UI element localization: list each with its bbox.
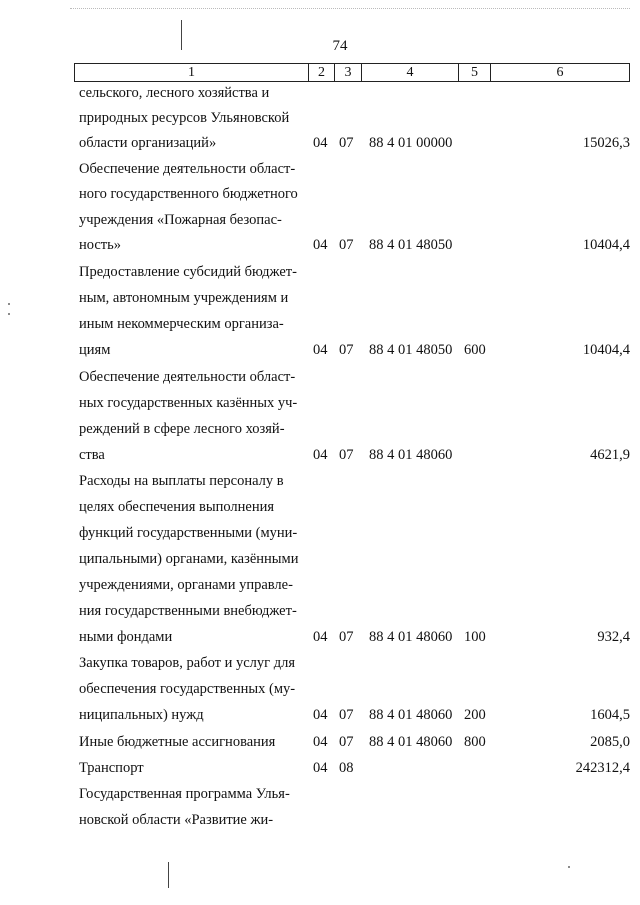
cell-expense-type: 100: [464, 629, 486, 645]
cell-amount: 15026,3: [582, 135, 630, 151]
text-line: Закупка товаров, работ и услуг для: [79, 655, 296, 671]
table-header: [74, 63, 630, 82]
text-line: Транспорт: [79, 760, 144, 776]
cell-target-article: 88 4 01 48060: [369, 707, 453, 723]
header-col-5: 5: [459, 64, 491, 81]
header-col-6: 6: [556, 65, 564, 80]
text-line: Обеспечение деятельности област-: [79, 369, 296, 385]
cell-target-article: 88 4 01 48060: [369, 629, 453, 645]
text-line: Обеспечение деятельности област-: [79, 161, 296, 177]
header-col-2: 2: [309, 64, 335, 81]
cell-subsection: 07: [339, 707, 354, 723]
text-line: ния государственными внебюджет-: [79, 603, 297, 619]
header-col-1: 1: [75, 64, 309, 81]
cell-amount: 932,4: [597, 629, 630, 645]
cell-subsection: 08: [339, 760, 354, 776]
header-col-4: 4: [362, 64, 459, 81]
cell-expense-type: 800: [464, 734, 486, 750]
scan-mark: [181, 20, 182, 50]
text-line: новской области «Развитие жи-: [79, 812, 274, 828]
text-line: целях обеспечения выполнения: [79, 499, 275, 515]
cell-target-article: 88 4 01 48060: [369, 447, 453, 463]
cell-amount: 2085,0: [590, 734, 630, 750]
text-line: реждений в сфере лесного хозяй-: [79, 421, 285, 437]
scan-dot: [8, 303, 10, 305]
scan-dot: [8, 313, 10, 315]
cell-subsection: 07: [339, 237, 354, 253]
cell-expense-type: 200: [464, 707, 486, 723]
cell-section: 04: [313, 707, 328, 723]
text-line: иным некоммерческим организа-: [79, 316, 284, 332]
text-line: ства: [79, 447, 105, 463]
cell-target-article: 88 4 01 48050: [369, 342, 453, 358]
cell-section: 04: [313, 760, 328, 776]
text-line: ципальными) органами, казёнными: [79, 551, 299, 567]
text-line: учреждениями, органами управле-: [79, 577, 293, 593]
cell-subsection: 07: [339, 342, 354, 358]
cell-subsection: 07: [339, 734, 354, 750]
text-line: обеспечения государственных (му-: [79, 681, 296, 697]
text-line: области организаций»: [79, 135, 217, 151]
text-line: ность»: [79, 237, 122, 253]
text-line: природных ресурсов Ульяновской: [79, 110, 290, 126]
cell-target-article: 88 4 01 00000: [369, 135, 453, 151]
page-number: 74: [332, 38, 348, 54]
text-line: ного государственного бюджетного: [79, 186, 298, 202]
text-line: Расходы на выплаты персоналу в: [79, 473, 284, 489]
text-line: сельского, лесного хозяйства и: [79, 85, 270, 101]
cell-section: 04: [313, 734, 328, 750]
text-line: Иные бюджетные ассигнования: [79, 734, 276, 750]
cell-amount: 242312,4: [575, 760, 630, 776]
cell-target-article: 88 4 01 48050: [369, 237, 453, 253]
cell-target-article: 88 4 01 48060: [369, 734, 453, 750]
cell-amount: 1604,5: [590, 707, 630, 723]
cell-subsection: 07: [339, 135, 354, 151]
cell-section: 04: [313, 237, 328, 253]
scan-dot: [568, 866, 570, 868]
cell-section: 04: [313, 629, 328, 645]
cell-amount: 10404,4: [582, 342, 630, 358]
text-line: ным, автономным учреждениям и: [79, 290, 289, 306]
cell-amount: 10404,4: [582, 237, 630, 253]
scan-top-edge: [70, 8, 630, 10]
cell-section: 04: [313, 447, 328, 463]
scan-mark: [168, 862, 169, 888]
text-line: Государственная программа Улья-: [79, 786, 290, 802]
text-line: учреждения «Пожарная безопас-: [79, 212, 282, 228]
text-line: ными фондами: [79, 629, 173, 645]
text-line: циям: [79, 342, 111, 358]
cell-amount: 4621,9: [590, 447, 630, 463]
text-line: Предоставление субсидий бюджет-: [79, 264, 297, 280]
cell-subsection: 07: [339, 629, 354, 645]
text-line: функций государственными (муни-: [79, 525, 298, 541]
text-line: ных государственных казённых уч-: [79, 395, 298, 411]
header-col-3: 3: [335, 64, 362, 81]
cell-expense-type: 600: [464, 342, 486, 358]
cell-section: 04: [313, 342, 328, 358]
text-line: ниципальных) нужд: [79, 707, 204, 723]
cell-subsection: 07: [339, 447, 354, 463]
cell-section: 04: [313, 135, 328, 151]
